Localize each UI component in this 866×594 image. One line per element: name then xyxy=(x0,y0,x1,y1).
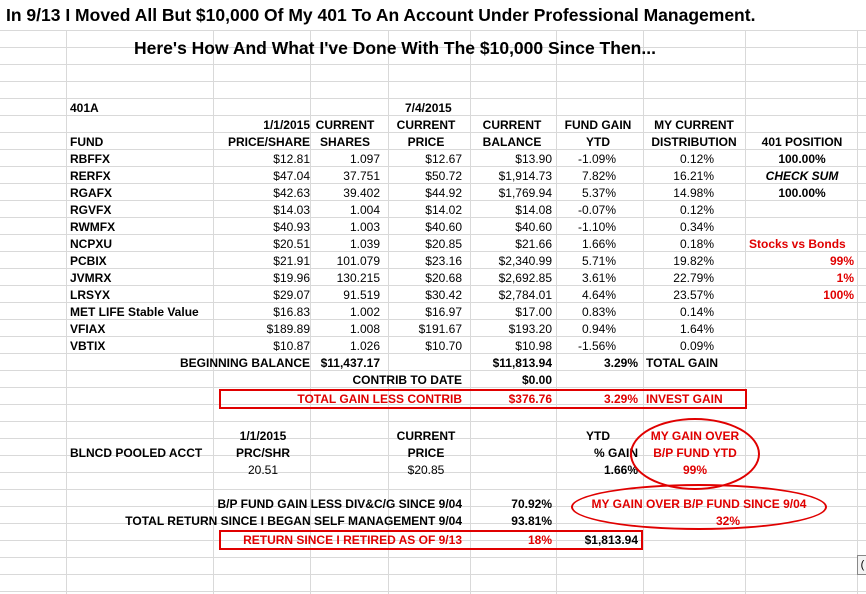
fund-gain-ytd: 0.94% xyxy=(581,322,616,336)
fund-distribution: 0.12% xyxy=(679,203,714,217)
retired-pct: 18% xyxy=(527,533,552,547)
fund-start-price: $10.87 xyxy=(273,339,310,353)
as-of-date: 7/4/2015 xyxy=(405,101,452,115)
fund-start-price: $42.63 xyxy=(273,186,310,200)
total-gain-less-contrib-value: $376.76 xyxy=(508,392,552,406)
header-price-top: CURRENT xyxy=(396,118,456,132)
pooled-start-price: 20.51 xyxy=(247,463,279,477)
fund-name: RBFFX xyxy=(70,152,110,166)
fund-gain-ytd: 4.64% xyxy=(581,288,616,302)
header-fund-gain-top: FUND GAIN xyxy=(564,118,632,132)
fund-distribution: 0.12% xyxy=(679,152,714,166)
header-distribution: DISTRIBUTION xyxy=(651,135,737,149)
fund-balance: $1,769.94 xyxy=(498,186,552,200)
fund-balance: $2,340.99 xyxy=(498,254,552,268)
fund-distribution: 0.09% xyxy=(679,339,714,353)
total-gain-less-contrib-label: TOTAL GAIN LESS CONTRIB xyxy=(297,392,462,406)
header-my-current-top: MY CURRENT xyxy=(654,118,734,132)
fund-balance: $1,914.73 xyxy=(498,169,552,183)
fund-distribution: 23.57% xyxy=(673,288,714,302)
fund-gain-ytd: 0.83% xyxy=(581,305,616,319)
fund-name: RGAFX xyxy=(70,186,112,200)
position-total: 100.00% xyxy=(778,152,826,166)
fund-shares: 1.002 xyxy=(349,305,380,319)
pooled-ytd-header: YTD xyxy=(586,429,610,443)
fund-balance: $40.60 xyxy=(515,220,552,234)
fund-current-price: $40.60 xyxy=(425,220,462,234)
fund-shares: 91.519 xyxy=(343,288,380,302)
fund-distribution: 1.64% xyxy=(679,322,714,336)
total-return-label: TOTAL RETURN SINCE I BEGAN SELF MANAGEMENT 9/04 xyxy=(125,514,462,528)
fund-start-price: $47.04 xyxy=(273,169,310,183)
total-gain-label: TOTAL GAIN xyxy=(646,356,718,370)
fund-shares: 1.039 xyxy=(349,237,380,251)
fund-balance: $17.00 xyxy=(515,305,552,319)
beginning-balance-start: $11,437.17 xyxy=(320,356,380,370)
header-price-share: PRICE/SHARE xyxy=(227,135,310,149)
pooled-gain-header: % GAIN xyxy=(593,446,638,460)
fund-name: MET LIFE Stable Value xyxy=(70,305,199,319)
check-sum-label: CHECK SUM xyxy=(765,169,839,183)
header-balance-top: CURRENT xyxy=(482,118,542,132)
fund-balance: $10.98 xyxy=(515,339,552,353)
partial-cell-edge: ( xyxy=(857,555,866,575)
fund-gain-ytd: 3.61% xyxy=(581,271,616,285)
fund-shares: 130.215 xyxy=(336,271,380,285)
my-gain-ytd-line1: MY GAIN OVER xyxy=(650,429,740,443)
header-price: PRICE xyxy=(407,135,445,149)
fund-shares: 1.004 xyxy=(349,203,380,217)
fund-start-price: $21.91 xyxy=(273,254,310,268)
fund-current-price: $30.42 xyxy=(425,288,462,302)
retired-label: RETURN SINCE I RETIRED AS OF 9/13 xyxy=(243,533,462,547)
total-return-value: 93.81% xyxy=(511,514,552,528)
header-balance: BALANCE xyxy=(482,135,542,149)
my-gain-ytd-line2: B/P FUND YTD xyxy=(653,446,737,460)
fund-shares: 1.003 xyxy=(349,220,380,234)
fund-shares: 1.097 xyxy=(349,152,380,166)
fund-current-price: $20.85 xyxy=(425,237,462,251)
header-shares-top: CURRENT xyxy=(315,118,375,132)
fund-name: PCBIX xyxy=(70,254,107,268)
beginning-balance-label: BEGINNING BALANCE xyxy=(179,356,310,370)
header-fund: FUND xyxy=(70,135,104,149)
stocks-pct: 99% xyxy=(829,254,854,268)
fund-shares: 39.402 xyxy=(343,186,380,200)
invest-gain-pct: 3.29% xyxy=(603,392,638,406)
fund-gain-ytd: -1.09% xyxy=(577,152,616,166)
contrib-value: $0.00 xyxy=(521,373,552,387)
fund-gain-ytd: -1.56% xyxy=(577,339,616,353)
bp-gain-value: 70.92% xyxy=(511,497,552,511)
pooled-prc-header: PRC/SHR xyxy=(235,446,290,460)
fund-start-price: $20.51 xyxy=(273,237,310,251)
header-shares: SHARES xyxy=(319,135,370,149)
fund-start-price: $40.93 xyxy=(273,220,310,234)
fund-shares: 37.751 xyxy=(343,169,380,183)
pooled-date: 1/1/2015 xyxy=(239,429,287,443)
fund-balance: $2,692.85 xyxy=(498,271,552,285)
fund-distribution: 16.21% xyxy=(673,169,714,183)
fund-start-price: $189.89 xyxy=(266,322,310,336)
fund-name: RERFX xyxy=(70,169,111,183)
fund-distribution: 0.18% xyxy=(679,237,714,251)
fund-distribution: 0.14% xyxy=(679,305,714,319)
fund-current-price: $12.67 xyxy=(425,152,462,166)
fund-balance: $2,784.01 xyxy=(498,288,552,302)
title-line-1: In 9/13 I Moved All But $10,000 Of My 401 To An Account Under Professional Management. xyxy=(6,5,756,25)
fund-start-price: $14.03 xyxy=(273,203,310,217)
fund-distribution: 22.79% xyxy=(673,271,714,285)
fund-name: JVMRX xyxy=(70,271,112,285)
header-ytd: YTD xyxy=(586,135,610,149)
fund-current-price: $20.68 xyxy=(425,271,462,285)
fund-name: RWMFX xyxy=(70,220,116,234)
fund-balance: $21.66 xyxy=(515,237,552,251)
fund-gain-ytd: 1.66% xyxy=(581,237,616,251)
fund-shares: 1.026 xyxy=(349,339,380,353)
retired-value: $1,813.94 xyxy=(584,533,638,547)
stocks-bonds-total: 100% xyxy=(823,288,854,302)
header-401-position: 401 POSITION xyxy=(761,135,843,149)
beginning-balance-current: $11,813.94 xyxy=(492,356,552,370)
title-line-2: Here's How And What I've Done With The $10,000 Since Then... xyxy=(134,38,656,58)
fund-distribution: 0.34% xyxy=(679,220,714,234)
fund-current-price: $14.02 xyxy=(425,203,462,217)
fund-name: RGVFX xyxy=(70,203,112,217)
pooled-current-price: $20.85 xyxy=(407,463,445,477)
my-gain-ytd-value: 99% xyxy=(682,463,708,477)
pooled-gain-value: 1.66% xyxy=(603,463,638,477)
fund-balance: $13.90 xyxy=(515,152,552,166)
fund-current-price: $10.70 xyxy=(425,339,462,353)
check-sum-value: 100.00% xyxy=(778,186,826,200)
account-label: 401A xyxy=(70,101,99,115)
fund-start-price: $29.07 xyxy=(273,288,310,302)
fund-shares: 101.079 xyxy=(336,254,380,268)
total-gain-pct: 3.29% xyxy=(603,356,638,370)
fund-current-price: $50.72 xyxy=(425,169,462,183)
fund-start-price: $16.83 xyxy=(273,305,310,319)
fund-name: VBTIX xyxy=(70,339,106,353)
fund-current-price: $44.92 xyxy=(425,186,462,200)
fund-name: NCPXU xyxy=(70,237,113,251)
fund-gain-ytd: 7.82% xyxy=(581,169,616,183)
fund-gain-ytd: 5.37% xyxy=(581,186,616,200)
pooled-current-header: CURRENT xyxy=(396,429,456,443)
fund-start-price: $19.96 xyxy=(273,271,310,285)
fund-shares: 1.008 xyxy=(349,322,380,336)
header-price-date: 1/1/2015 xyxy=(263,118,310,132)
fund-gain-ytd: -0.07% xyxy=(577,203,616,217)
pooled-price-header: PRICE xyxy=(407,446,445,460)
my-gain-since-value: 32% xyxy=(715,514,740,528)
bp-gain-label: B/P FUND GAIN LESS DIV&C/G SINCE 9/04 xyxy=(217,497,462,511)
fund-distribution: 14.98% xyxy=(673,186,714,200)
contrib-label: CONTRIB TO DATE xyxy=(352,373,462,387)
my-gain-since-label: MY GAIN OVER B/P FUND SINCE 9/04 xyxy=(591,497,807,511)
fund-current-price: $191.67 xyxy=(418,322,462,336)
invest-gain-label: INVEST GAIN xyxy=(646,392,723,406)
fund-distribution: 19.82% xyxy=(673,254,714,268)
fund-start-price: $12.81 xyxy=(273,152,310,166)
fund-current-price: $16.97 xyxy=(425,305,462,319)
fund-gain-ytd: -1.10% xyxy=(577,220,616,234)
fund-balance: $14.08 xyxy=(515,203,552,217)
fund-name: LRSYX xyxy=(70,288,111,302)
fund-balance: $193.20 xyxy=(508,322,552,336)
fund-current-price: $23.16 xyxy=(425,254,462,268)
pooled-account-label: BLNCD POOLED ACCT xyxy=(70,446,203,460)
fund-gain-ytd: 5.71% xyxy=(581,254,616,268)
fund-name: VFIAX xyxy=(70,322,106,336)
bonds-pct: 1% xyxy=(836,271,854,285)
stocks-vs-bonds-label: Stocks vs Bonds xyxy=(749,237,846,251)
